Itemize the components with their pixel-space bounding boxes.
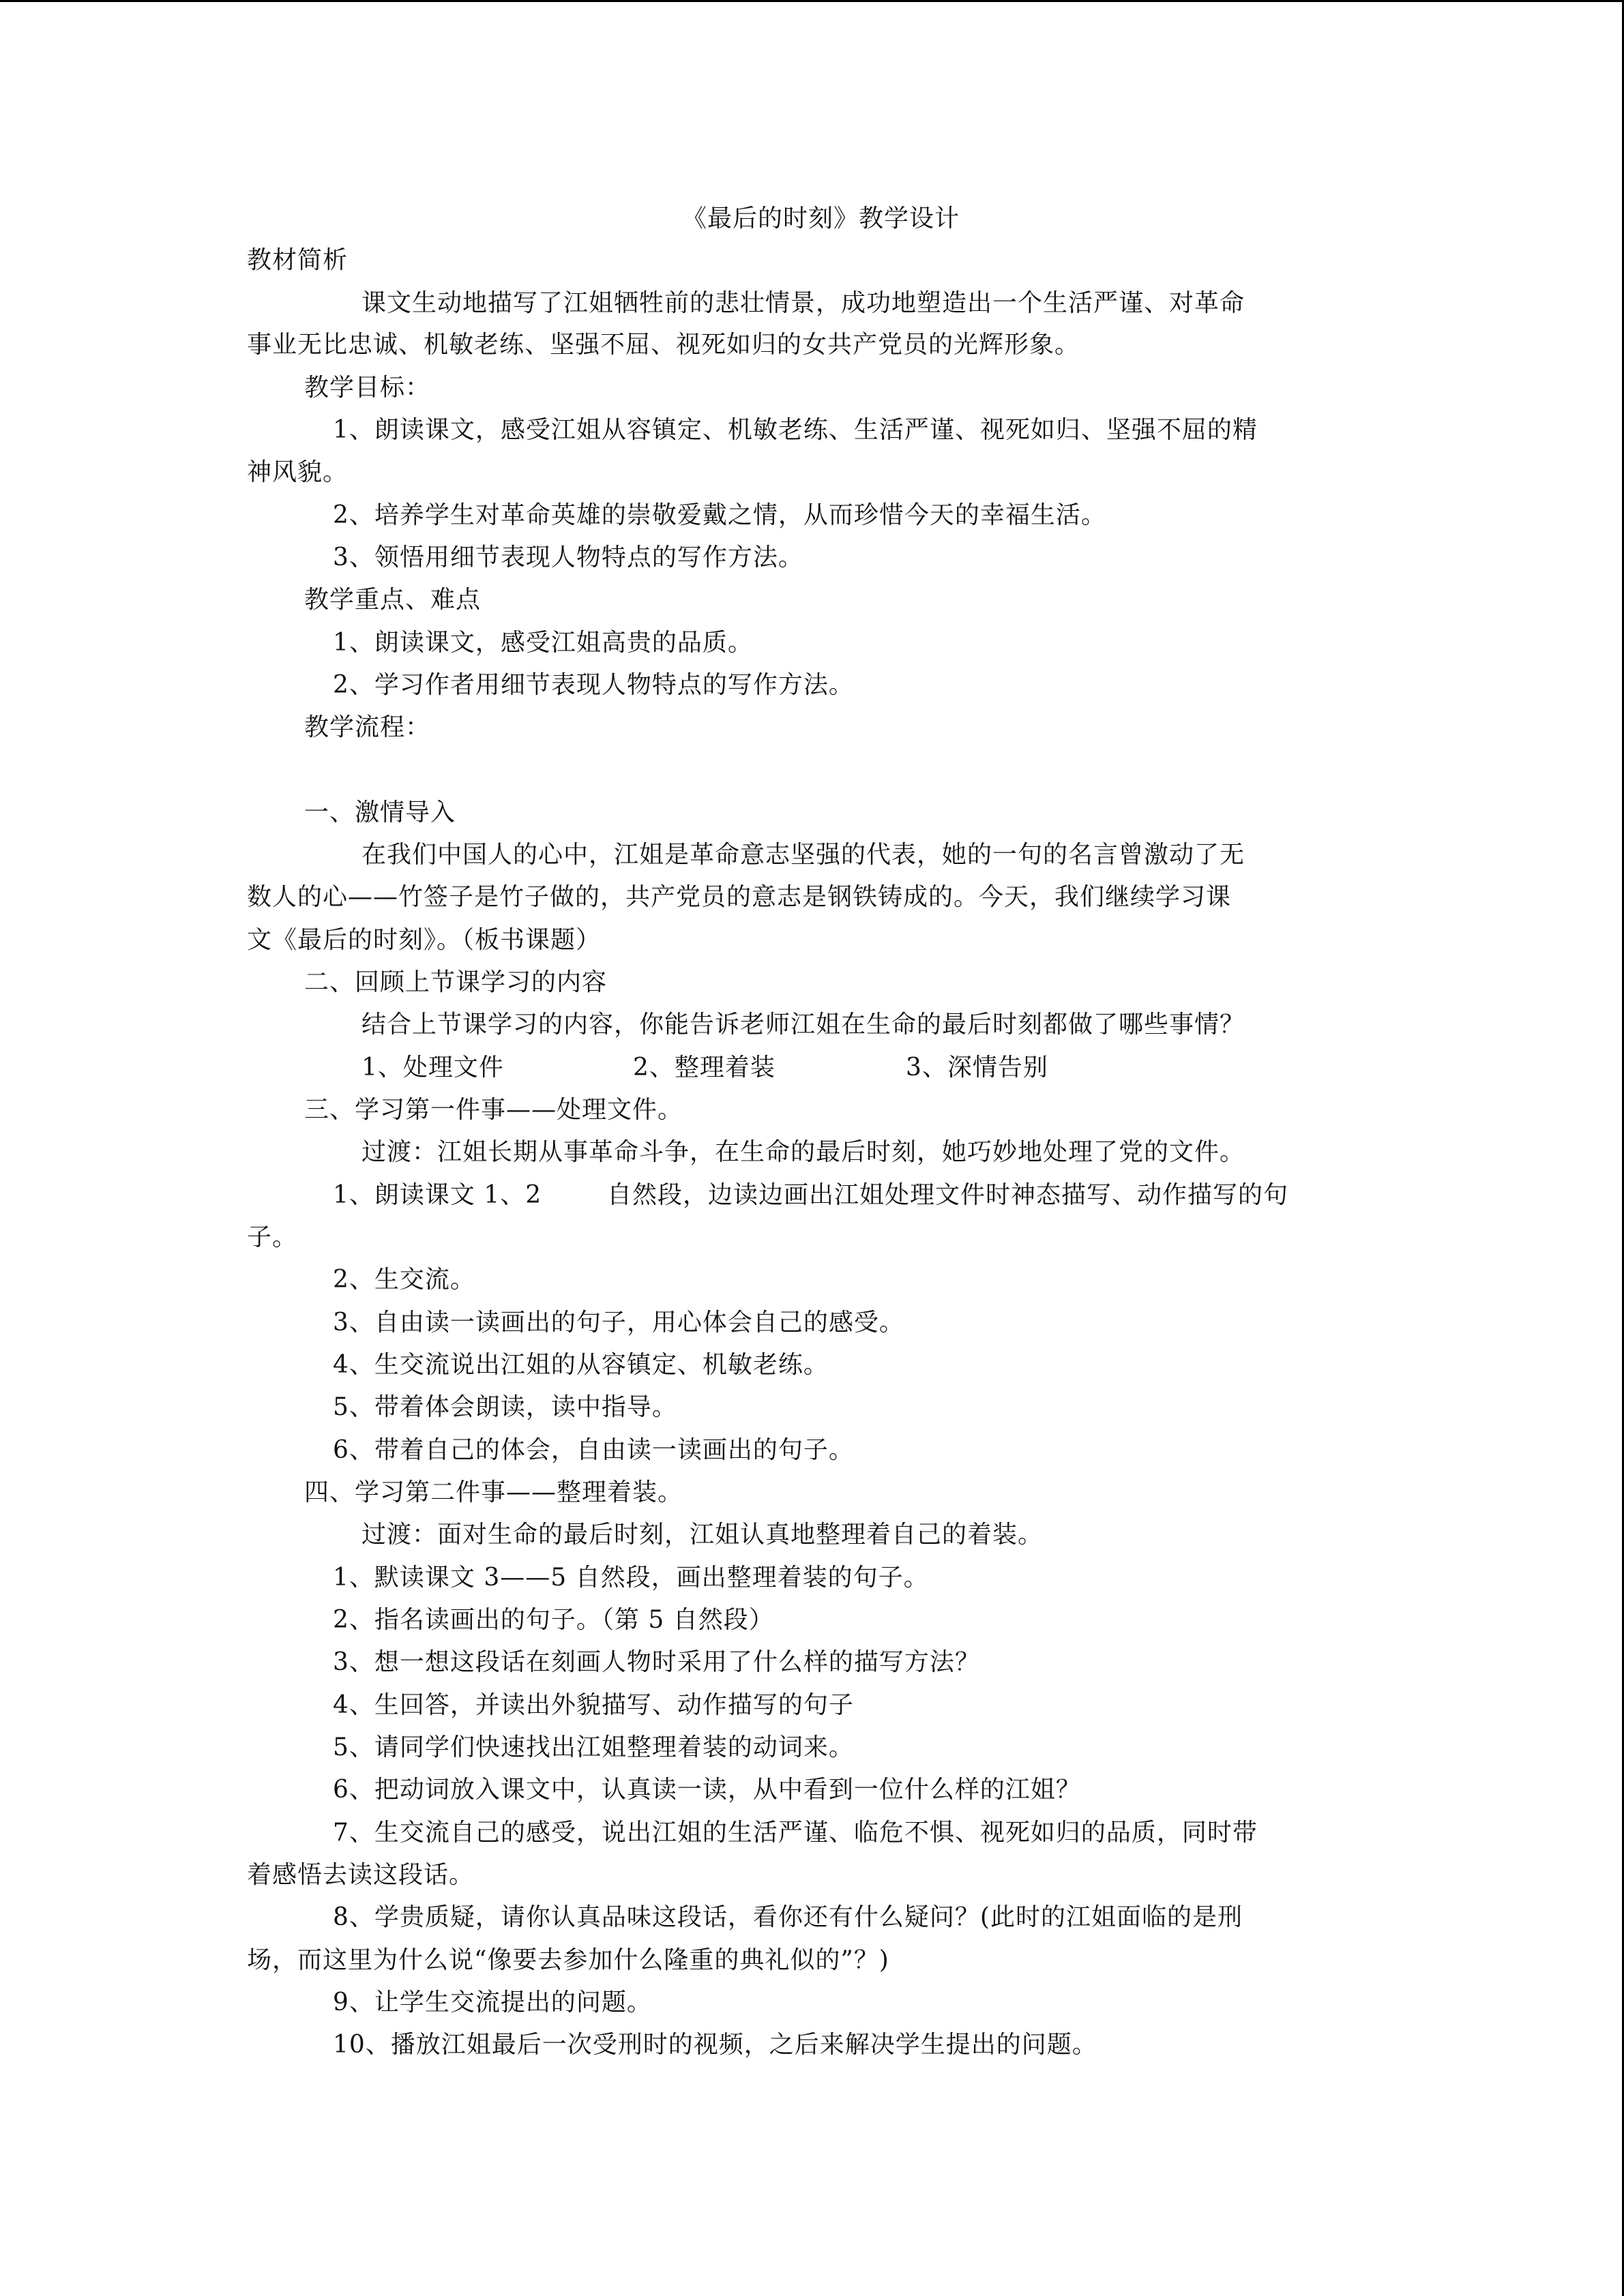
list-item: 6、把动词放入课文中，认真读一读，从中看到一位什么样的江姐？ (333, 1776, 1081, 1804)
document-title: 《最后的时刻》教学设计 (682, 205, 960, 233)
step-heading: 三、学习第一件事——处理文件。 (304, 1096, 683, 1124)
list-item-continuation: 场，而这里为什么说“像要去参加什么隆重的典礼似的”？) (247, 1946, 889, 1974)
section-heading-textbook-analysis: 教材简析 (247, 246, 349, 274)
list-item: 5、带着体会朗读，读中指导。 (333, 1393, 677, 1421)
list-item: 1、默读课文 3——5 自然段，画出整理着装的句子。 (333, 1564, 929, 1592)
paragraph-line: 事业无比忠诚、机敏老练、坚强不屈、视死如归的女共产党员的光辉形象。 (247, 331, 1080, 359)
list-item: 1、朗读课文，感受江姐高贵的品质。 (333, 629, 753, 657)
list-item: 7、生交流自己的感受，说出江姐的生活严谨、临危不惧、视死如归的品质，同时带 (333, 1819, 1258, 1847)
section-heading-objectives: 教学目标： (304, 374, 431, 402)
list-item: 1、朗读课文，感受江姐从容镇定、机敏老练、生活严谨、视死如归、坚强不屈的精 (333, 416, 1258, 444)
list-item-continuation: 子。 (247, 1223, 298, 1251)
paragraph-line: 过渡：面对生命的最后时刻，江姐认真地整理着自己的着装。 (361, 1521, 1044, 1549)
list-item: 2、学习作者用细节表现人物特点的写作方法。 (333, 671, 854, 699)
list-item: 2、培养学生对革命英雄的崇敬爱戴之情，从而珍惜今天的幸福生活。 (333, 501, 1106, 529)
event-item: 2、整理着装 (633, 1054, 776, 1082)
paragraph-line: 结合上节课学习的内容，你能告诉老师江姐在生命的最后时刻都做了哪些事情？ (361, 1011, 1245, 1039)
paragraph-line: 课文生动地描写了江姐牺牲前的悲壮情景，成功地塑造出一个生活严谨、对革命 (361, 289, 1245, 317)
list-item: 9、让学生交流提出的问题。 (333, 1988, 652, 2016)
list-item: 8、学贵质疑，请你认真品味这段话，看你还有什么疑问？(此时的江姐面临的是刑 (333, 1903, 1243, 1931)
paragraph-line: 数人的心——竹签子是竹子做的，共产党员的意志是钢铁铸成的。今天，我们继续学习课 (247, 883, 1232, 911)
step-heading: 一、激情导入 (304, 799, 456, 826)
list-item: 4、生交流说出江姐的从容镇定、机敏老练。 (333, 1351, 829, 1379)
event-item: 3、深情告别 (906, 1054, 1048, 1082)
paragraph-line: 过渡：江姐长期从事革命斗争，在生命的最后时刻，她巧妙地处理了党的文件。 (361, 1138, 1245, 1166)
list-item: 3、自由读一读画出的句子，用心体会自己的感受。 (333, 1309, 904, 1337)
paragraph-line: 文《最后的时刻》。（板书课题） (247, 926, 602, 954)
list-item: 6、带着自己的体会，自由读一读画出的句子。 (333, 1436, 854, 1464)
list-item-continuation: 着感悟去读这段话。 (247, 1861, 475, 1889)
list-item: 2、指名读画出的句子。（第 5 自然段） (333, 1606, 774, 1634)
list-item: 10、播放江姐最后一次受刑时的视频，之后来解决学生提出的问题。 (333, 2031, 1097, 2059)
list-item: 自然段，边读边画出江姐处理文件时神态描写、动作描写的句 (607, 1181, 1289, 1209)
list-item: 5、请同学们快速找出江姐整理着装的动词来。 (333, 1733, 854, 1761)
list-item: 3、想一想这段话在刻画人物时采用了什么样的描写方法？ (333, 1648, 980, 1676)
list-item: 3、领悟用细节表现人物特点的写作方法。 (333, 543, 803, 571)
event-item: 1、处理文件 (361, 1054, 504, 1082)
section-heading-key-points: 教学重点、难点 (304, 586, 482, 614)
list-item: 1、朗读课文 1、2 (333, 1181, 542, 1209)
list-item-continuation: 神风貌。 (247, 458, 349, 486)
list-item: 4、生回答，并读出外貌描写、动作描写的句子 (333, 1691, 854, 1719)
paragraph-line: 在我们中国人的心中，江姐是革命意志坚强的代表，她的一句的名言曾激动了无 (361, 841, 1245, 869)
list-item: 2、生交流。 (333, 1266, 475, 1294)
step-heading: 四、学习第二件事——整理着装。 (304, 1478, 683, 1506)
section-heading-process: 教学流程： (304, 713, 431, 741)
step-heading: 二、回顾上节课学习的内容 (304, 968, 608, 996)
